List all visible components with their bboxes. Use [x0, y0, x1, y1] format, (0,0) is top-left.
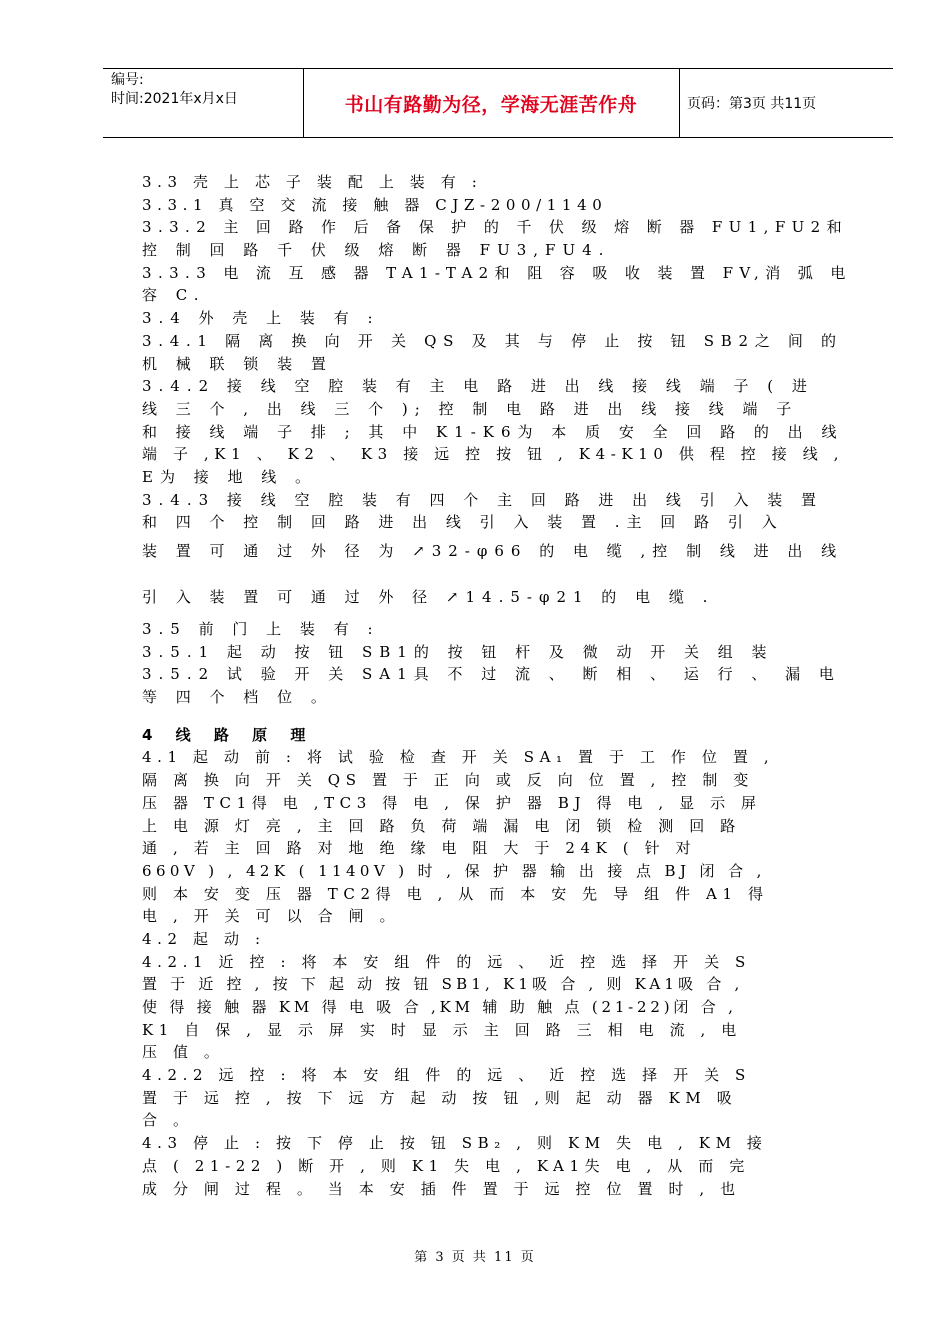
body-line: 3.5.2 试 验 开 关 SA1具 不 过 流 、 断 相 、 运 行 、 漏 电	[142, 665, 841, 684]
page-header	[103, 68, 893, 138]
header-number-label: 编号:	[111, 72, 144, 88]
body-line: 3.5 前 门 上 装 有 :	[142, 620, 380, 638]
body-line: 置 于 远 控 , 按 下 远 方 起 动 按 钮 ,则 起 动 器 KM 吸	[142, 1088, 738, 1107]
body-line: 端 子 ,K1 、 K2 、 K3 接 远 控 按 钮 , K4-K10 供 程 控 接 线 ,	[142, 445, 845, 464]
body-line: 和 接 线 端 子 排 ; 其 中 K1-K6为 本 质 安 全 回 路 的 出 线	[142, 422, 844, 441]
body-line: 容 C.	[142, 286, 206, 305]
section-heading: 4 线 路 原 理	[142, 725, 315, 744]
body-line: 4.2.2 远 控 : 将 本 安 组 件 的 远 、 近 控 选 择 开 关 S	[142, 1066, 751, 1085]
header-motto: 书山有路勤为径，学海无涯苦作舟	[344, 93, 638, 116]
body-line: 使 得 接 触 器 KM 得 电 吸 合 ,KM 辅 助 触 点 (21-22)闭 合 ,	[142, 998, 737, 1016]
body-line: 压 器 TC1得 电 ,TC3 得 电 , 保 护 器 BJ 得 电 , 显 示 屏	[142, 793, 762, 812]
body-line: 电 , 开 关 可 以 合 闸 。	[142, 907, 401, 926]
body-line: 4.3 停 止 : 按 下 停 止 按 钮 SB₂ , 则 KM 失 电 , KM 接	[142, 1134, 768, 1153]
document-body	[142, 171, 852, 1200]
body-line: K1 自 保 , 显 示 屏 实 时 显 示 主 回 路 三 相 电 流 , 电	[142, 1020, 742, 1039]
body-line: 等 四 个 档 位 。	[142, 688, 333, 707]
body-line: 3.3 壳 上 芯 子 装 配 上 装 有 :	[142, 173, 483, 191]
body-line: 压 值 。	[142, 1043, 225, 1062]
body-line: 4.2 起 动 :	[142, 929, 266, 948]
body-line: 660V ) , 42K ( 1140V ) 时 , 保 护 器 输 出 接 点 BJ 闭 合 ,	[142, 861, 766, 880]
body-line: 通 , 若 主 回 路 对 地 绝 缘 电 阻 大 于 24K ( 针 对	[142, 839, 697, 858]
body-line: 4.2.1 近 控 : 将 本 安 组 件 的 远 、 近 控 选 择 开 关 S	[142, 952, 751, 971]
body-line: 3.4.1 隔 离 换 向 开 关 QS 及 其 与 停 止 按 钮 SB2之 间 的	[142, 331, 843, 350]
header-time-label: 时间:2021年x月x日	[111, 91, 238, 107]
body-line: 成 分 闸 过 程 。 当 本 安 插 件 置 于 远 控 位 置 时 , 也	[142, 1179, 741, 1198]
body-line: 3.4.3 接 线 空 腔 装 有 四 个 主 回 路 进 出 线 引 入 装 置	[142, 490, 823, 509]
body-line: 3.4 外 壳 上 装 有 :	[142, 309, 380, 328]
body-line: 3.3.2 主 回 路 作 后 备 保 护 的 千 伏 级 熔 断 器 FU1,FU2和	[142, 218, 849, 237]
header-divider	[679, 69, 680, 137]
body-line: 4.1 起 动 前 : 将 试 验 检 查 开 关 SA₁ 置 于 工 作 位 置 ,	[142, 748, 775, 767]
header-meta	[111, 71, 301, 109]
page-footer: 第 3 页 共 11 页	[414, 1250, 536, 1265]
body-line: 引 入 装 置 可 通 过 外 径 ↗14.5-φ21 的 电 缆 .	[142, 588, 715, 606]
body-line: 3.5.1 起 动 按 钮 SB1的 按 钮 杆 及 微 动 开 关 组 装	[142, 642, 774, 661]
body-line: 3.3.3 电 流 互 感 器 TA1-TA2和 阻 容 吸 收 装 置 FV,消 弧 电	[142, 263, 852, 282]
body-line: 线 三 个 , 出 线 三 个 ); 控 制 电 路 进 出 线 接 线 端 子	[142, 399, 799, 418]
body-line: 机 械 联 锁 装 置	[142, 354, 333, 373]
body-line: 点 ( 21-22 ) 断 开 , 则 K1 失 电 , KA1失 电 , 从 而 完	[142, 1156, 750, 1175]
body-line: 装 置 可 通 过 外 径 为 ↗32-φ66 的 电 缆 ,控 制 线 进 出 线	[142, 542, 844, 560]
body-line: 3.3.1 真 空 交 流 接 触 器 CJZ-200/1140	[142, 195, 608, 214]
body-line: 控 制 回 路 千 伏 级 熔 断 器 FU3,FU4.	[142, 241, 611, 260]
header-page-info: 页码：第3页 共11页	[687, 96, 817, 112]
body-line: 隔 离 换 向 开 关 QS 置 于 正 向 或 反 向 位 置 , 控 制 变	[142, 771, 754, 790]
body-line: 和 四 个 控 制 回 路 进 出 线 引 入 装 置 .主 回 路 引 入	[142, 513, 784, 532]
body-line: 合 。	[142, 1111, 194, 1130]
body-line: 3.4.2 接 线 空 腔 装 有 主 电 路 进 出 线 接 线 端 子 ( 进	[142, 377, 814, 396]
body-line: E为 接 地 线 。	[142, 467, 318, 486]
body-line: 上 电 源 灯 亮 , 主 回 路 负 荷 端 漏 电 闭 锁 检 测 回 路	[142, 816, 741, 835]
body-line: 则 本 安 变 压 器 TC2得 电 , 从 而 本 安 先 导 组 件 A1 得	[142, 884, 769, 903]
body-line: 置 于 近 控 , 按 下 起 动 按 钮 SB1, K1吸 合 , 则 KA1吸 合 ,	[142, 975, 744, 994]
